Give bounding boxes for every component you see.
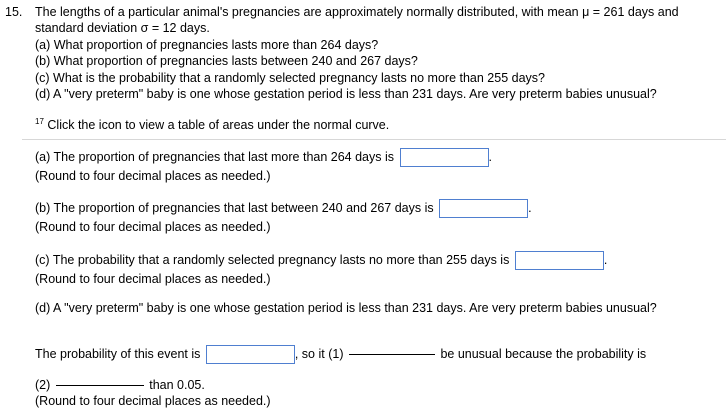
question-stem-line2: standard deviation σ = 12 days. [35, 21, 210, 35]
reference-text: Click the icon to view a table of areas under the normal curve. [47, 118, 390, 132]
answer-d-row [35, 345, 646, 364]
answer-b-input[interactable] [439, 199, 528, 218]
reference-superscript: 17 [35, 117, 44, 126]
answer-d-input[interactable] [206, 345, 295, 364]
section-divider [22, 139, 726, 140]
answer-c-row [35, 251, 607, 270]
dropdown-1-blank[interactable] [349, 353, 435, 355]
answer-b-row [35, 199, 532, 218]
question-number: 15. [5, 5, 23, 19]
question-stem-line1: The lengths of a particular animal's pregnancies are approximately normally distributed, with mean μ = 261 days and [35, 5, 679, 19]
answer-d-mid-text: , so it (1) [294, 346, 344, 361]
answer-a-period: . [488, 149, 492, 164]
answer-c-hint: (Round to four decimal places as needed.) [35, 272, 271, 286]
question-part-c: (c) What is the probability that a randomly selected pregnancy lasts no more than 255 days? [35, 71, 545, 85]
dropdown-2-label: (2) [35, 378, 51, 392]
answer-c-input[interactable] [515, 251, 604, 270]
answer-c-period: . [603, 252, 608, 267]
answer-d-than-text: than 0.05. [149, 378, 205, 392]
answer-d-row2 [35, 377, 205, 393]
answer-b-prompt: (b) The proportion of pregnancies that last between 240 and 267 days is [35, 200, 434, 215]
answer-d-heading: (d) A "very preterm" baby is one whose gestation period is less than 231 days. Are very preterm babies unusual? [35, 301, 657, 315]
answer-d-prompt: The probability of this event is [35, 346, 201, 361]
question-part-a: (a) What proportion of pregnancies lasts more than 264 days? [35, 38, 379, 52]
answer-a-input[interactable] [400, 148, 489, 167]
answer-b-hint: (Round to four decimal places as needed.) [35, 220, 271, 234]
normal-table-reference[interactable] [35, 114, 389, 133]
answer-d-hint: (Round to four decimal places as needed.) [35, 394, 271, 408]
answer-b-period: . [528, 200, 532, 215]
answer-d-end-text: be unusual because the probability is [440, 346, 647, 361]
answer-a-row [35, 148, 492, 167]
answer-c-prompt: (c) The probability that a randomly selected pregnancy lasts no more than 255 days is [35, 252, 510, 267]
question-part-d: (d) A "very preterm" baby is one whose gestation period is less than 231 days. Are very preterm babies unusual? [35, 87, 657, 101]
answer-a-hint: (Round to four decimal places as needed.) [35, 169, 271, 183]
dropdown-2-blank[interactable] [56, 384, 144, 386]
question-part-b: (b) What proportion of pregnancies lasts between 240 and 267 days? [35, 54, 418, 68]
answer-a-prompt: (a) The proportion of pregnancies that last more than 264 days is [35, 149, 395, 164]
